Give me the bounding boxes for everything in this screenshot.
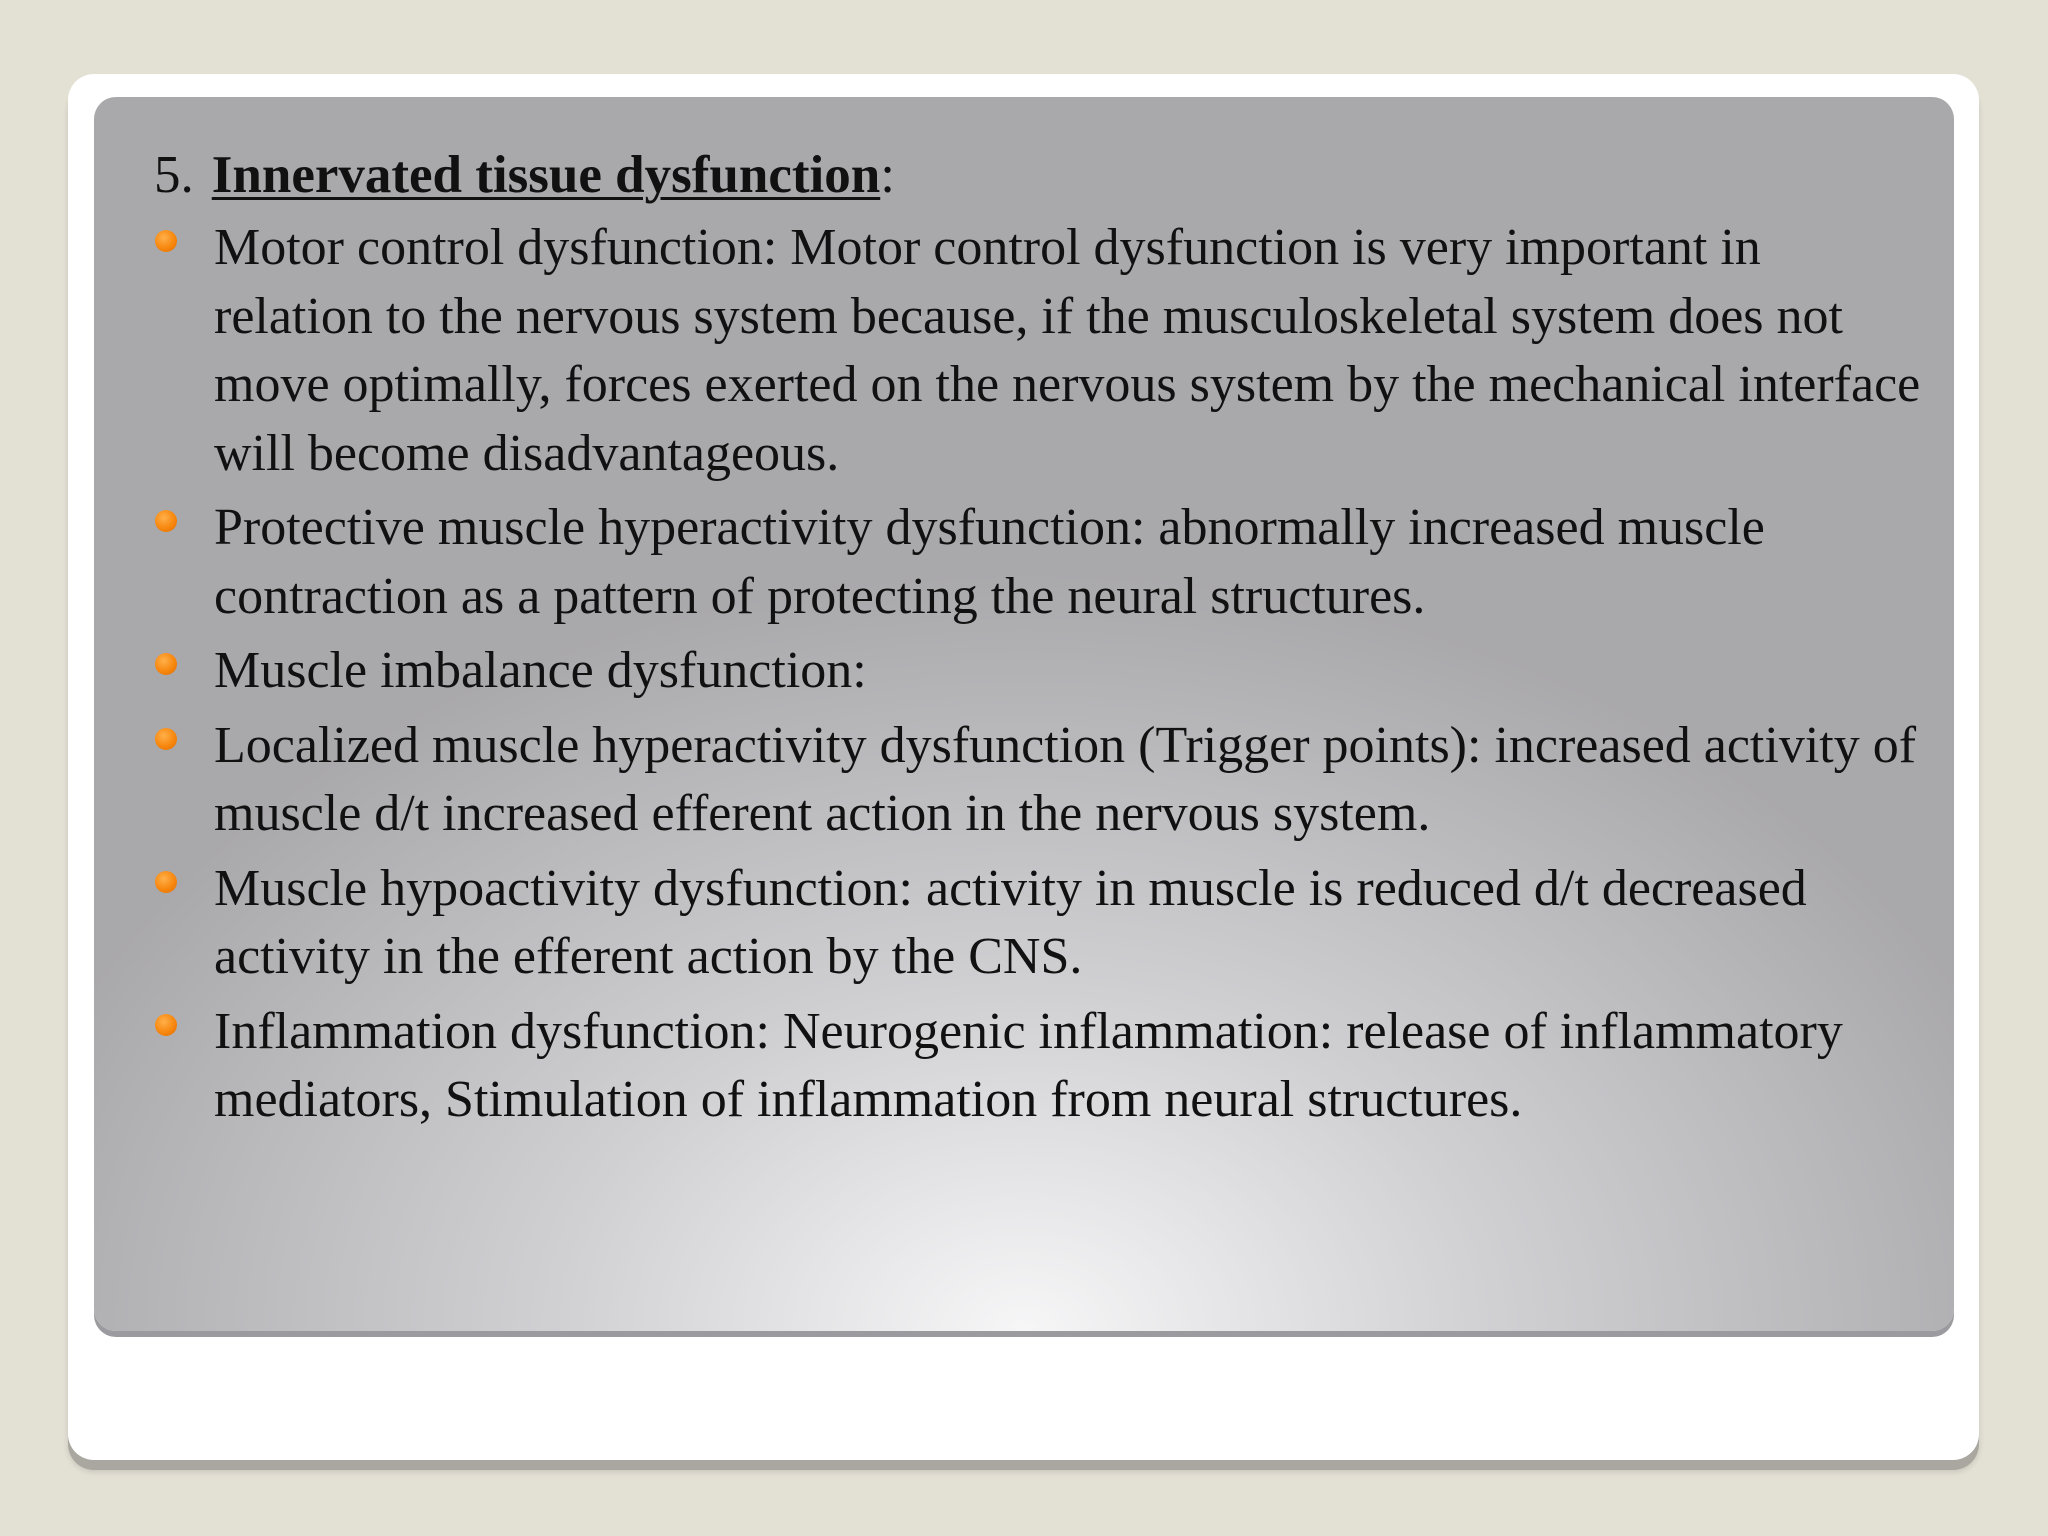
bullet-text: Inflammation dysfunction: Neurogenic inflammation: release of inflammatory mediators, Stimulation of inflammation from neural structures. xyxy=(214,1002,1843,1128)
bullet-dot-icon xyxy=(155,653,177,675)
bullet-list xyxy=(154,214,1929,1135)
bullet-text: Muscle imbalance dysfunction: xyxy=(214,642,867,699)
bullet-text: Muscle hypoactivity dysfunction: activity in muscle is reduced d/t decreased activity in the efferent action by the CNS. xyxy=(214,859,1807,985)
bullet-item xyxy=(154,855,1929,992)
heading-title: Innervated tissue dysfunction xyxy=(211,146,881,204)
bullet-text: Motor control dysfunction: Motor control dysfunction is very important in relation to the nervous system because, if the musculoskeletal system does not move optimally, forces exerted on the nervous system by the mechanical interface will become disadvantageous. xyxy=(214,219,1921,482)
bullet-dot-icon xyxy=(155,230,177,252)
bullet-item xyxy=(154,214,1929,488)
bullet-dot-icon xyxy=(155,510,177,532)
content-panel xyxy=(94,97,1954,1331)
bullet-item xyxy=(154,712,1929,849)
heading-suffix: : xyxy=(880,146,895,204)
bullet-item xyxy=(154,637,1929,706)
slide-text xyxy=(154,139,1929,1141)
bullet-text: Localized muscle hyperactivity dysfunction (Trigger points): increased activity of muscle d/t increased efferent action in the nervous system. xyxy=(214,716,1917,842)
slide-heading xyxy=(154,139,1929,211)
bullet-dot-icon xyxy=(155,871,177,893)
bullet-item xyxy=(154,998,1929,1135)
bullet-item xyxy=(154,494,1929,631)
bullet-dot-icon xyxy=(155,728,177,750)
bullet-text: Protective muscle hyperactivity dysfunction: abnormally increased muscle contraction as a pattern of protecting the neural structures. xyxy=(214,499,1765,625)
heading-number: 5. xyxy=(154,146,194,204)
bullet-dot-icon xyxy=(155,1014,177,1036)
